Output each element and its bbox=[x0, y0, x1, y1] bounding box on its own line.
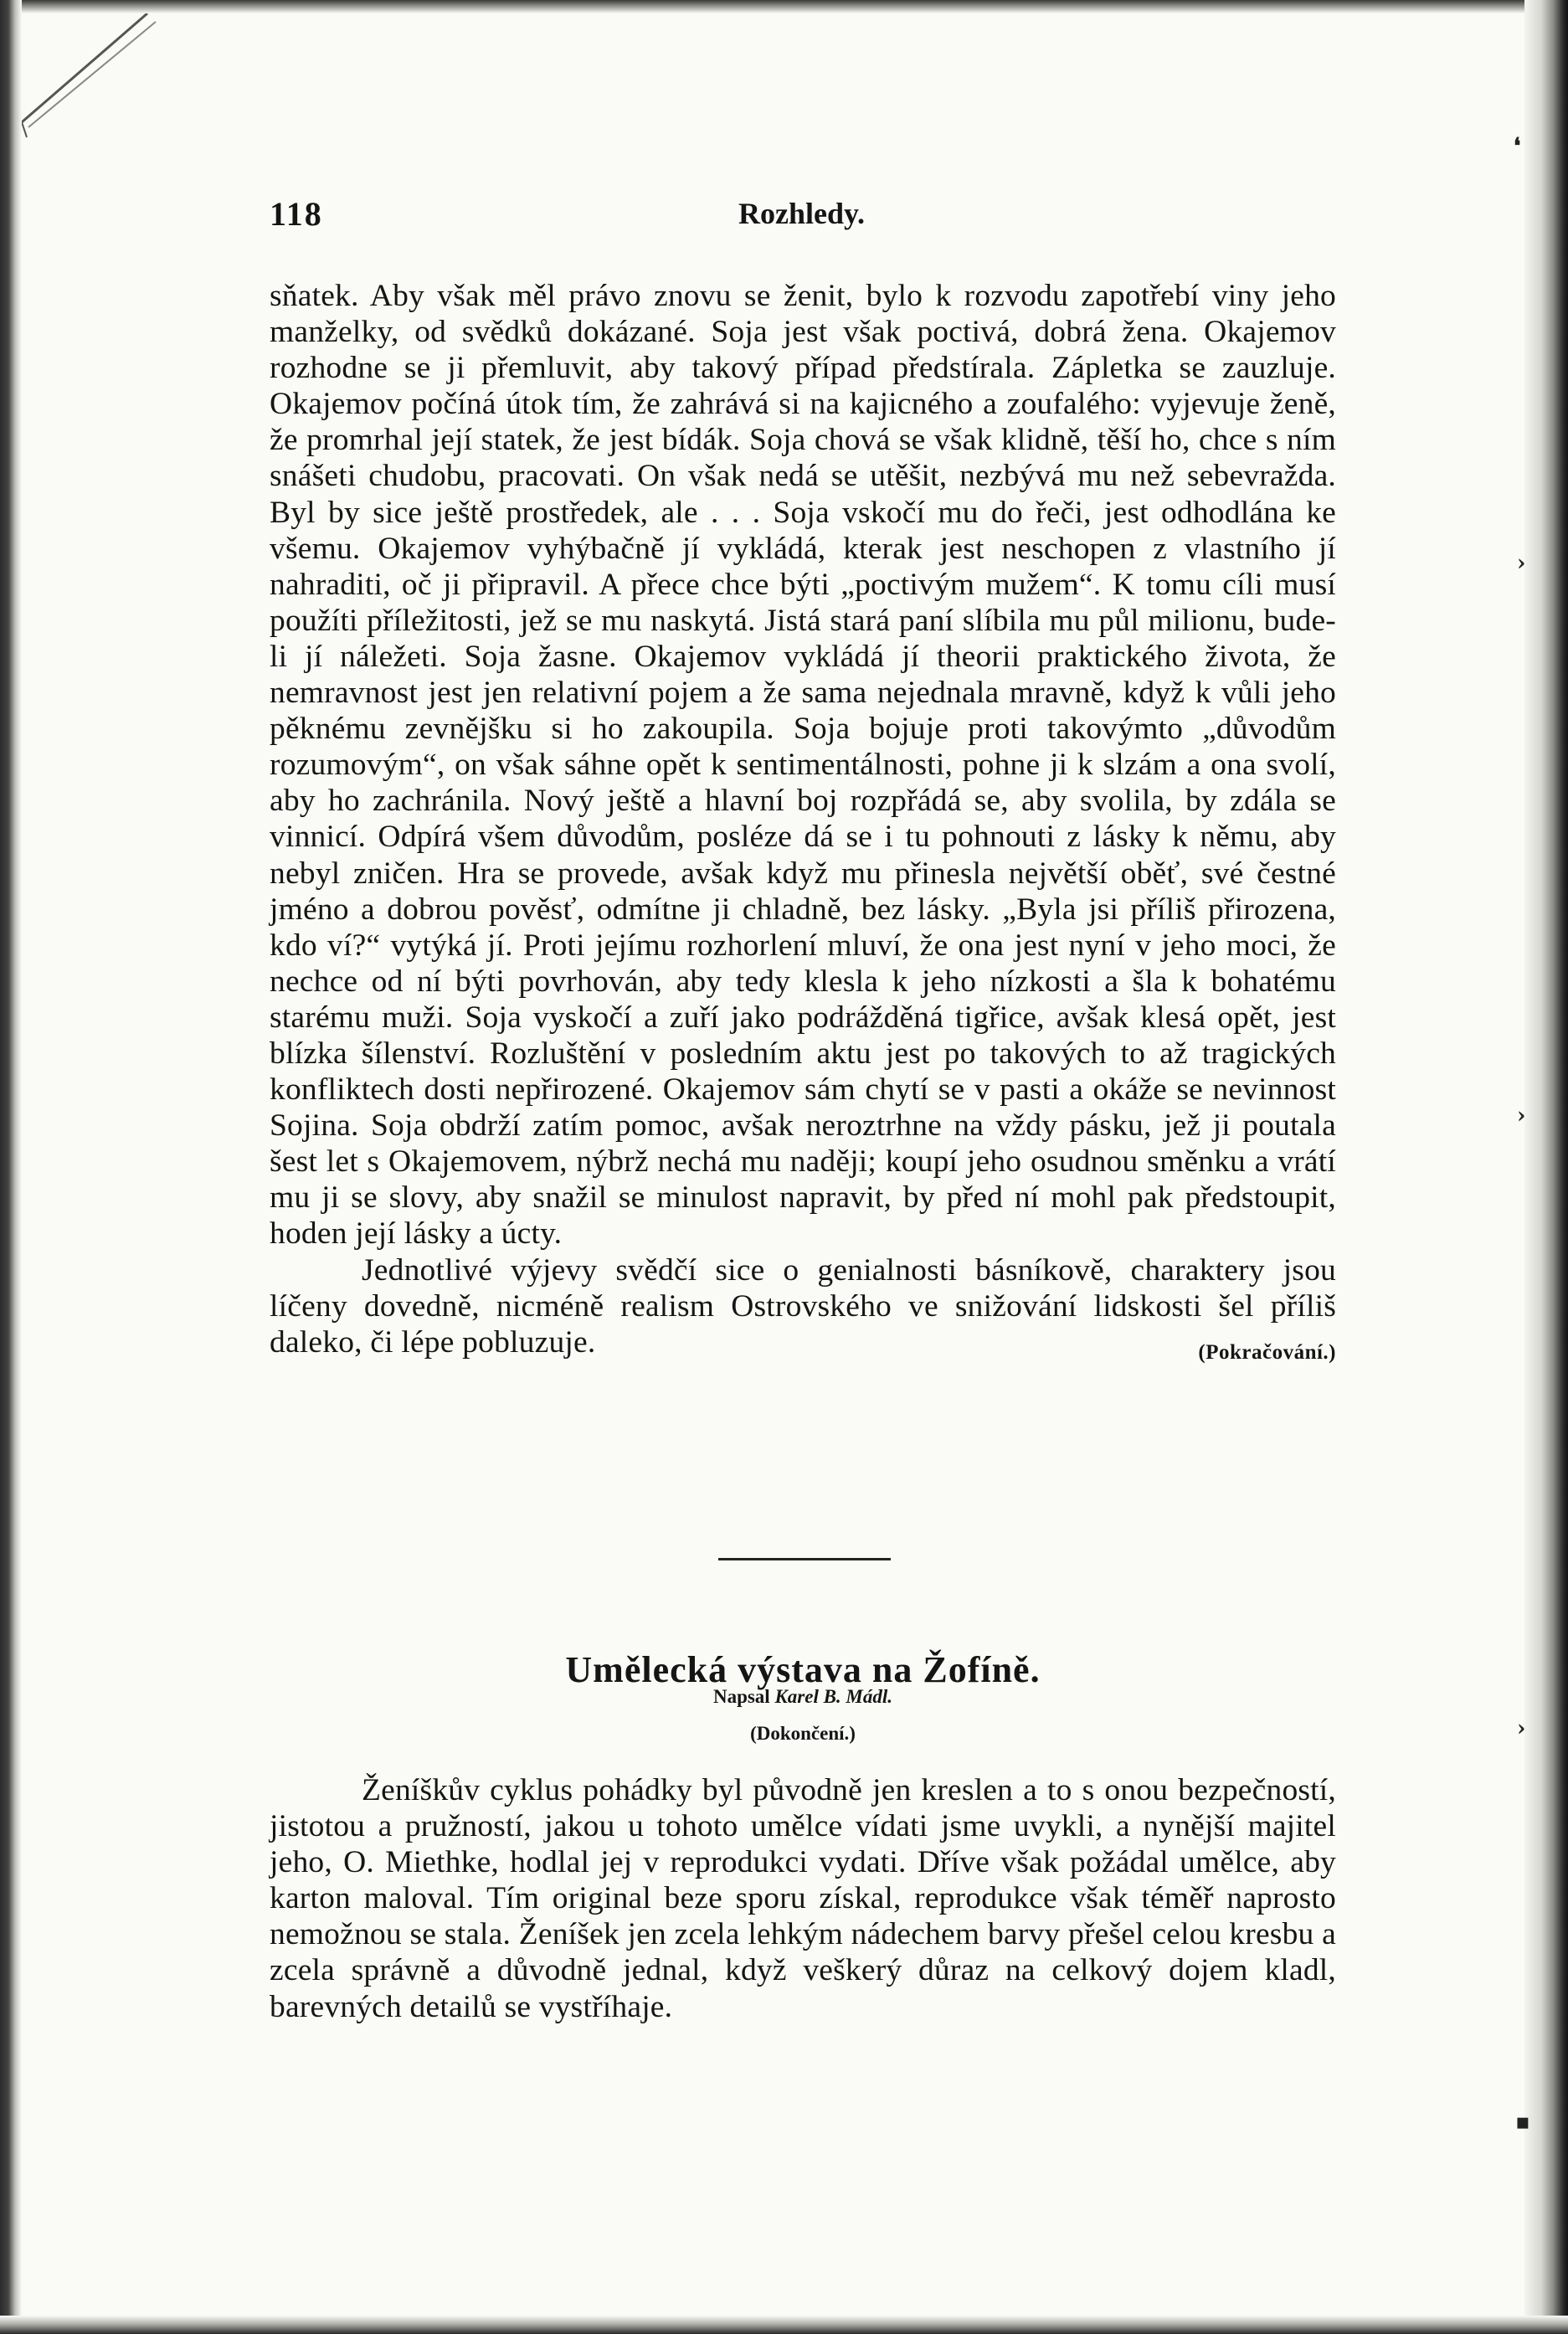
margin-mark: ❛ bbox=[1514, 134, 1521, 159]
margin-mark: › bbox=[1517, 551, 1526, 576]
review-paragraph: sňatek. Aby však měl právo znovu se ženit, bylo k rozvodu zapotřebí viny jeho manželky, od svědků dokázané. Soja jest však poctivá, dobrá žena. Okajemov rozhodne se ji přemluvit, aby takový případ předstírala. Zápletka se zauzluje. Okajemov počíná útok tím, že zahrává si na kajicného a zoufalého: vyjevuje ženě, že promrhal její statek, že jest bídák. Soja chová se však klidně, těší ho, chce s ním snášeti chudobu, pracovati. On však nedá se utěšit, nezbývá mu než sebevražda. Byl by sice ještě prostředek, ale . . . Soja vskočí mu do řeči, jest odhodlána ke všemu. Okajemov vyhýbačně jí vykládá, kterak jest neschopen z vlastního jí nahraditi, oč ji připravil. A přece chce býti „poctivým mužem“. K tomu cíli musí použíti příležitosti, jež se mu naskytá. Jistá stará paní slíbila mu půl milionu, bude-li jí náležeti. Soja žasne. Okajemov vykládá jí theorii praktického života, že nemravnost jest jen relativní pojem a že sama nejednala mravně, když k vůli jeho pěknému zevnějšku si ho zakoupila. Soja bojuje proti takovýmto „důvodům rozumovým“, on však sáhne opět k sentimentálnosti, pohne ji k slzám a ona svolí, aby ho zachránila. Nový ještě a hlavní boj rozpřádá se, aby svolila, by zdála se vinnicí. Odpírá všem důvodům, posléze dá se i tu pohnouti z lásky k němu, aby nebyl zničen. Hra se provede, avšak když mu přinesla největší oběť, své čestné jméno a dobrou pověsť, odmítne ji chladně, bez lásky. „Byla jsi příliš přirozena, kdo ví?“ vytýká jí. Proti jejímu rozhorlení mluví, že ona jest nyní v jeho moci, že nechce od ní býti povrhován, aby tedy klesla k jeho nízkosti a šla k bohatému starému muži. Soja vyskočí a zuří jako podrážděná tigřice, avšak klesá opět, jest blízka šílenství. Rozluštění v posledním aktu jest po takových to až tragických konfliktech dosti nepřirozené. Okajemov sám chytí se v pasti a okáže se nevinnost Sojina. Soja obdrží zatím pomoc, avšak neroztrhne na vždy pásku, jež ji poutala šest let s Okajemovem, nýbrž nechá mu naději; koupí jeho osudnou směnku a vrátí mu ji se slovy, aby snažil se minulost napravit, by před ní mohl pak předstoupit, hoden její lásky a úcty. bbox=[270, 279, 1336, 1252]
article-title: Umělecká výstava na Žofíně. bbox=[565, 1649, 1041, 1691]
running-head bbox=[270, 194, 1336, 244]
article-body bbox=[270, 1772, 1336, 2025]
author-name: Karel B. Mádl. bbox=[774, 1686, 893, 1707]
review-paragraph-text: Jednotlivé výjevy svědčí sice o genialnosti básníkově, charaktery jsou líčeny dovedně, nicméně realism Ostrovského ve snižování lidskosti šel příliš daleko, či lépe pobluzuje. bbox=[270, 1252, 1336, 1360]
scan-top-edge bbox=[0, 0, 1568, 13]
margin-mark: › bbox=[1517, 1103, 1526, 1128]
byline-prefix: Napsal bbox=[712, 1686, 770, 1707]
review-paragraph bbox=[270, 1252, 1336, 1364]
page-fold-mark bbox=[22, 13, 164, 139]
continued-note: (Pokračování.) bbox=[1198, 1340, 1336, 1364]
concluded-note: (Dokončení.) bbox=[750, 1723, 856, 1744]
margin-mark: › bbox=[1517, 1716, 1526, 1741]
scan-left-edge bbox=[0, 0, 22, 2334]
scan-right-edge bbox=[1524, 0, 1568, 2334]
section-divider bbox=[718, 1558, 891, 1560]
scan-bottom-edge bbox=[0, 2316, 1568, 2334]
page-number: 118 bbox=[270, 195, 323, 233]
review-continuation bbox=[270, 278, 1336, 1370]
article-paragraph: Ženíškův cyklus pohádky byl původně jen kreslen a to s onou bezpečností, jistotou a pružností, jakou u tohoto umělce vídati jsme uvykli, a nynější majitel jeho, O. Miethke, hodlal jej v reprodukci vydati. Dříve však požádal umělce, aby karton maloval. Tím original beze sporu získal, reprodukce však téměř naprosto nemožnou se stala. Ženíšek jen zcela lehkým nádechem barvy přešel celou kresbu a zcela správně a důvodně jednal, když veškerý důraz na celkový dojem kladl, barevných detailů se vystříhaje. bbox=[270, 1773, 1336, 2024]
running-title: Rozhledy. bbox=[738, 197, 866, 230]
margin-mark: ▪ bbox=[1515, 2110, 1530, 2135]
byline bbox=[270, 1686, 1336, 1708]
